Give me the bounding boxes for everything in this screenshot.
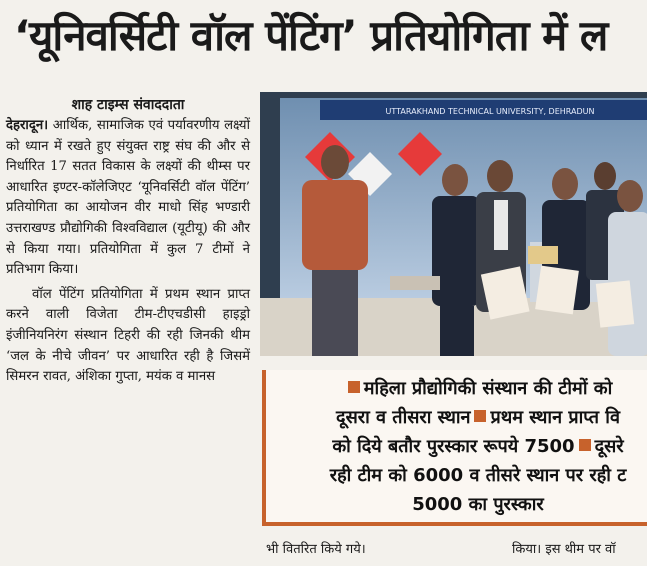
article-column-mid-text: भी वितरित किये गये। — [266, 542, 366, 557]
callout-line-1-text: महिला प्रौद्योगिकी संस्थान की टीमों को — [363, 378, 613, 399]
callout-line-3 — [292, 432, 647, 461]
bullet-square-icon — [474, 410, 486, 422]
article-column-right-text: किया। इस थीम पर वॉ — [512, 542, 616, 557]
bullet-square-icon — [348, 381, 360, 393]
callout-line-1 — [292, 374, 647, 403]
callout-line-3b-text: दूसरे — [594, 436, 624, 457]
article-column-left — [6, 94, 250, 388]
bullet-square-icon — [579, 439, 591, 451]
photo-illustration — [260, 92, 647, 356]
callout-line-2 — [292, 403, 647, 432]
callout-text — [292, 374, 647, 519]
callout-line-4: रही टीम को 6000 व तीसरे स्थान पर रही ट — [329, 465, 627, 486]
callout-line-5: 5000 का पुरस्कार — [412, 494, 544, 515]
article-paragraph-2: वॉल पेंटिंग प्रतियोगिता में प्रथम स्थान प्राप्त करने वाली विजेता टीम-टीएचडीसी हाइड्रो इंजीनियनिरंग संस्थान टिहरी की रही जिनकी थीम ‘जल के नीचे जीवन’ पर आधारित रही है जिसमें सिमरन रावत, अंशिका गुप्ता, मयंक व मानस — [6, 286, 250, 385]
dateline: देहरादून। — [6, 118, 49, 133]
event-photo — [260, 92, 647, 356]
callout-line-3a-text: को दिये बतौर पुरस्कार रूपये 7500 — [332, 436, 575, 457]
article-paragraph-1 — [6, 116, 250, 281]
callout-line-2b-text: प्रथम स्थान प्राप्त वि — [490, 407, 620, 428]
paragraph-1-text: आर्थिक, सामाजिक एवं पर्यावरणीय लक्ष्यों को ध्यान में रखते हुए संयुक्त राष्ट्र संघ की और से निर्धारित 17 सतत विकास के लक्ष्यों की थीम्स पर आधारित इण्टर-कॉलेजिएट ‘यूनिवर्सिटी वॉल पेंटिंग’ प्रतियोगिता का आयोजन वीर माधो सिंह भण्डारी उत्तराखण्ड प्रौद्योगिकी विश्वविद्याल (यूटीयू) की और से किया गया। प्रतियोगिता में कुल 7 टीमों ने प्रतिभाग किया। — [6, 118, 250, 278]
callout-line-2a-text: दूसरा व तीसरा स्थान — [336, 407, 471, 428]
photo-banner-text: UTTARAKHAND TECHNICAL UNIVERSITY, DEHRADUN — [385, 107, 595, 116]
byline: शाह टाइम्स संवाददाता — [71, 97, 185, 113]
headline: ‘यूनिवर्सिटी वॉल पेंटिंग’ प्रतियोगिता में ल — [14, 11, 608, 60]
highlight-callout — [262, 370, 647, 526]
